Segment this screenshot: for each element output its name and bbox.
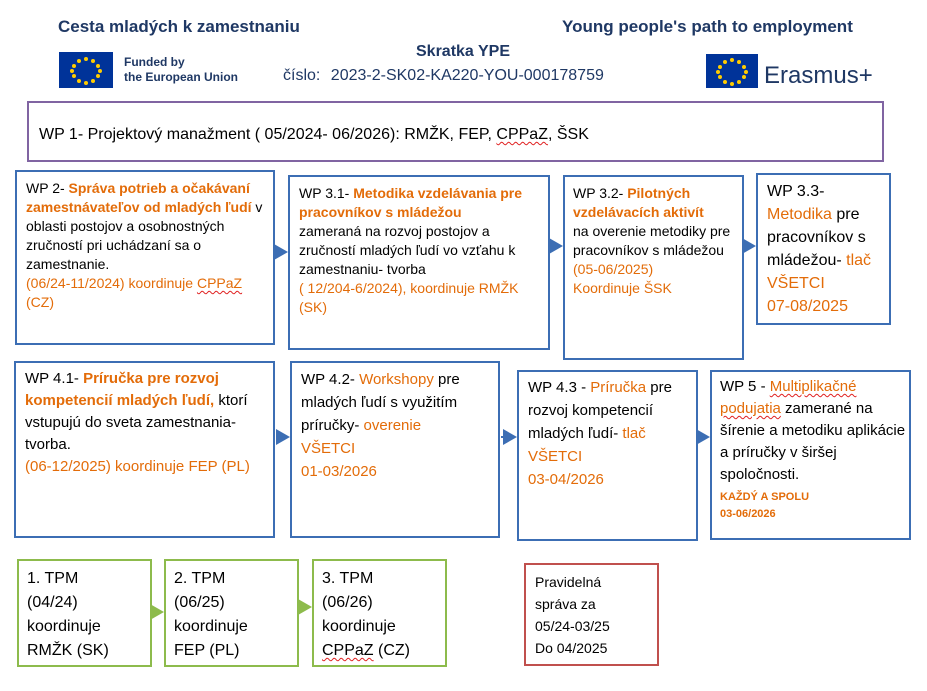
wp2-lead: WP 2- bbox=[26, 180, 69, 196]
wp43-date: 03-04/2026 bbox=[528, 471, 604, 488]
tpm1-line3: koordinuje bbox=[27, 618, 101, 635]
tpm2-line2: (06/25) bbox=[174, 594, 225, 611]
wp33-action: tlač bbox=[846, 252, 872, 269]
wp42-action: overenie bbox=[363, 417, 422, 434]
wp41-coord: (06-12/2025) koordinuje FEP (PL) bbox=[25, 458, 250, 475]
eu-line1: Funded by bbox=[124, 55, 185, 69]
wp41-lead: WP 4.1- bbox=[25, 370, 84, 387]
report-line2: správa za bbox=[535, 596, 596, 612]
wp1-text: WP 1- Projektový manažment ( 05/2024- 06/2026): RMŽK, FEP, CPPaZ, ŠSK bbox=[39, 126, 589, 143]
wp41-title: Príručka pre rozvoj kompetencií mladých ľudí, bbox=[25, 370, 219, 409]
project-number-value: 2023-2-SK02-KA220-YOU-000178759 bbox=[330, 67, 604, 84]
wp33-all: VŠETCI bbox=[767, 275, 825, 292]
project-number-label: číslo: bbox=[283, 67, 321, 84]
wp5-lead: WP 5 - bbox=[720, 378, 770, 395]
erasmus-logo-text: Erasmus+ bbox=[764, 62, 873, 89]
tpm1-line1: 1. TPM bbox=[27, 570, 79, 587]
wp31-lead: WP 3.1- bbox=[299, 185, 354, 201]
tpm3-line4: CPPaZ (CZ) bbox=[322, 642, 411, 659]
tpm3-line2: (06/26) bbox=[322, 594, 373, 611]
wp33-body: pre pracovníkov s mládežou- bbox=[767, 206, 866, 269]
wp5-date: 03-06/2026 bbox=[720, 508, 776, 520]
tpm1-line2: (04/24) bbox=[27, 594, 78, 611]
tpm2-line1: 2. TPM bbox=[174, 570, 226, 587]
wp42-lead: WP 4.2- bbox=[301, 371, 360, 388]
wp42-date: 01-03/2026 bbox=[301, 463, 377, 480]
wp42-title: Workshopy bbox=[359, 371, 434, 388]
wp32-body: na overenie metodiky pre pracovníkov s mládežou bbox=[573, 223, 731, 258]
wp43-body: pre rozvoj kompetencií mladých ľudí- bbox=[528, 379, 672, 442]
wp2-body: v oblasti postojov a osobnostných zručností pri uchádzaní sa o zamestnanie. bbox=[26, 199, 263, 272]
tpm3-line3: koordinuje bbox=[322, 618, 396, 635]
wp42-body: pre mladých ľudí s využitím príručky- bbox=[301, 371, 460, 434]
right-title: Young people's path to employment bbox=[562, 17, 853, 36]
wp33-date: 07-08/2025 bbox=[767, 298, 848, 315]
wp31-coord: ( 12/204-6/2024), koordinuje RMŽK (SK) bbox=[299, 280, 519, 315]
wp33-title: Metodika bbox=[767, 206, 832, 223]
wp31-title: Metodika vzdelávania pre pracovníkov s mládežou bbox=[299, 185, 523, 220]
wp32-coord: Koordinuje ŠSK bbox=[573, 280, 672, 296]
wp32-title: Pilotných vzdelávacích aktivít bbox=[573, 185, 704, 220]
wp31-body: zameraná na rozvoj postojov a zručností mladých ľudí vo vzťahu k zamestnaniu- tvorba bbox=[299, 223, 516, 277]
wp43-all: VŠETCI bbox=[528, 448, 583, 465]
wp5-all: KAŽDÝ A SPOLU bbox=[720, 491, 810, 503]
tpm1-line4: RMŽK (SK) bbox=[27, 642, 109, 659]
project-acronym: Skratka YPE bbox=[416, 43, 510, 60]
wp32-lead: WP 3.2- bbox=[573, 185, 628, 201]
wp2-coord: (06/24-11/2024) koordinuje CPPaZ (CZ) bbox=[26, 275, 243, 310]
wp5-title: Multiplikačné podujatia bbox=[720, 378, 857, 417]
wp43-action: tlač bbox=[622, 425, 646, 442]
report-line3: 05/24-03/25 bbox=[535, 618, 610, 634]
wp32-date: (05-06/2025) bbox=[573, 261, 654, 277]
wp5-body: zamerané na šírenie a metodiku aplikácie a príručky v širšej spoločnosti. bbox=[720, 400, 906, 483]
tpm2-line3: koordinuje bbox=[174, 618, 248, 635]
tpm2-line4: FEP (PL) bbox=[174, 642, 240, 659]
wp43-title: Príručka bbox=[590, 379, 647, 396]
wp43-lead: WP 4.3 - bbox=[528, 379, 591, 396]
wp33-lead: WP 3.3- bbox=[767, 183, 825, 200]
left-title: Cesta mladých k zamestnaniu bbox=[58, 17, 300, 36]
wp41-body: ktorí vstupujú do sveta zamestnania- tvorba. bbox=[25, 392, 248, 453]
eu-line2: the European Union bbox=[124, 70, 238, 84]
wp42-all: VŠETCI bbox=[301, 440, 356, 457]
report-line1: Pravidelná bbox=[535, 574, 602, 590]
wp2-title: Správa potrieb a očakávaní zamestnávateľov od mladých ľudí bbox=[26, 180, 252, 215]
report-line4: Do 04/2025 bbox=[535, 640, 608, 656]
tpm3-line1: 3. TPM bbox=[322, 570, 374, 587]
